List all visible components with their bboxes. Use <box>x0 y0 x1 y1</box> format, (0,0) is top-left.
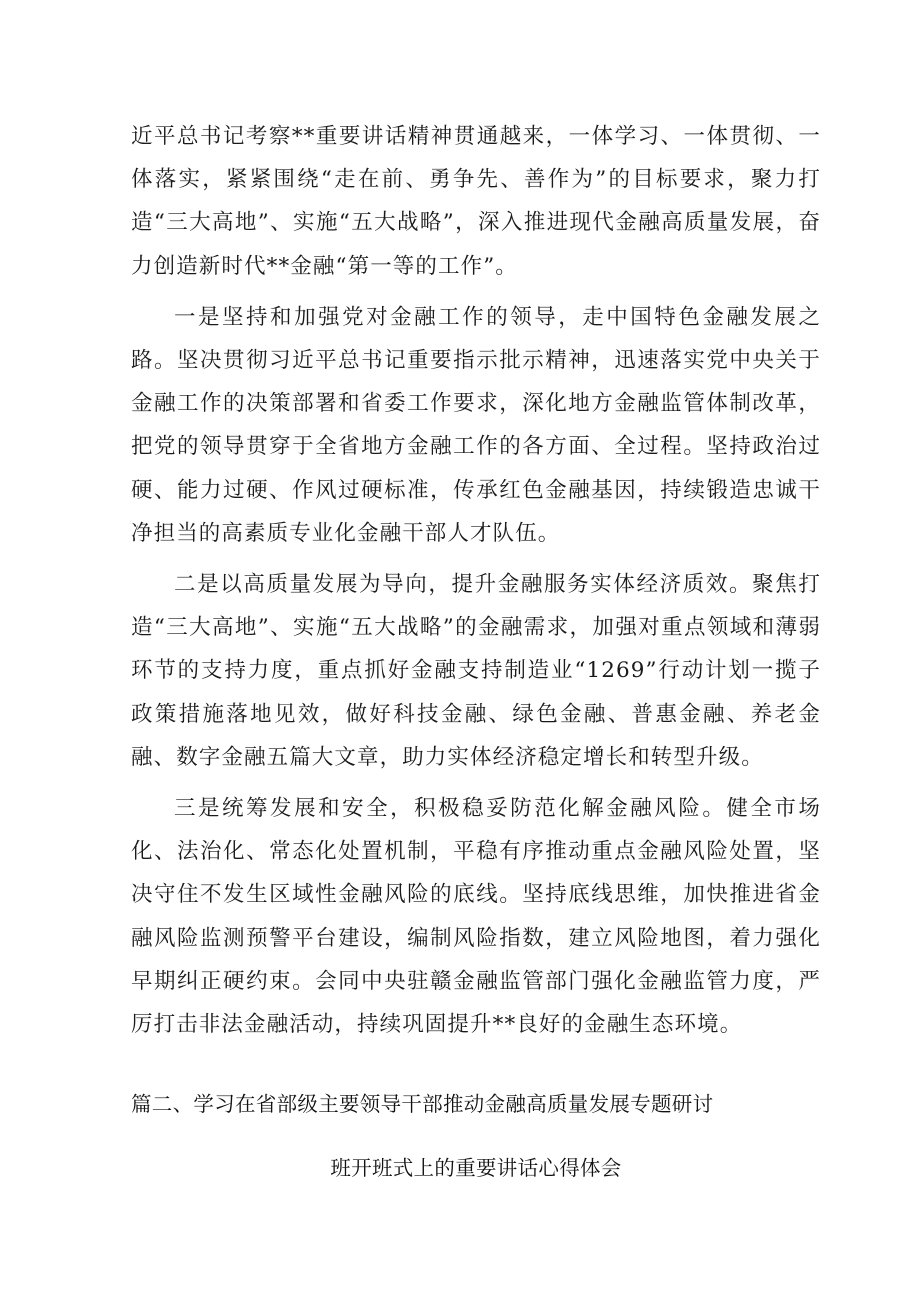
section-heading-line-2: 班开班式上的重要讲话心得体会 <box>330 1156 622 1180</box>
paragraph-point-one: 一是坚持和加强党对金融工作的领导，走中国特色金融发展之路。坚决贯彻习近平总书记重要指示批示精神，迅速落实党中央关于金融工作的决策部署和省委工作要求，深化地方金融监管体制改革，把党的领导贯穿于全省地方金融工作的各方面、全过程。坚持政治过硬、能力过硬、作风过硬标准，传承红色金融基因，持续锻造忠诚干净担当的高素质专业化金融干部人才队伍。 <box>131 304 821 546</box>
paragraph-point-three: 三是统筹发展和安全，积极稳妥防范化解金融风险。健全市场化、法治化、常态化处置机制，平稳有序推动重点金融风险处置，坚决守住不发生区域性金融风险的底线。坚持底线思维，加快推进省金融风险监测预警平台建设，编制风险指数，建立风险地图，着力强化早期纠正硬约束。会同中央驻赣金融监管部门强化金融监管力度，严厉打击非法金融活动，持续巩固提升**良好的金融生态环境。 <box>131 796 821 1038</box>
document-body <box>131 115 821 1046</box>
section-heading-line-1: 篇二、学习在省部级主要领导干部推动金融高质量发展专题研讨 <box>131 1092 714 1116</box>
paragraph-point-two: 二是以高质量发展为导向，提升金融服务实体经济质效。聚焦打造“三大高地”、实施“五大战略”的金融需求，加强对重点领域和薄弱环节的支持力度，重点抓好金融支持制造业“1269”行动计划一揽子政策措施落地见效，做好科技金融、绿色金融、普惠金融、养老金融、数字金融五篇大文章，助力实体经济稳定增长和转型升级。 <box>131 572 821 770</box>
paragraph-continuation: 近平总书记考察**重要讲话精神贯通越来，一体学习、一体贯彻、一体落实，紧紧围绕“走在前、勇争先、善作为”的目标要求，聚力打造“三大高地”、实施“五大战略”，深入推进现代金融高质量发展，奋力创造新时代**金融“第一等的工作”。 <box>131 124 821 279</box>
